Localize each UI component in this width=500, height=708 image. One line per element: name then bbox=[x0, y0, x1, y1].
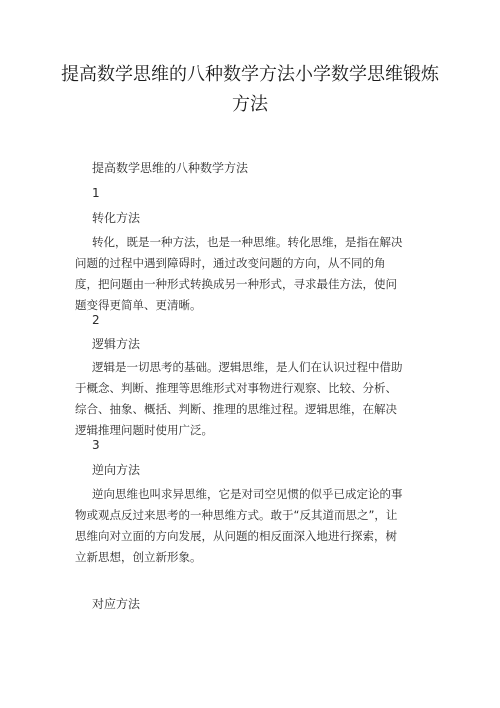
section-heading-4: 对应方法 bbox=[92, 597, 141, 611]
document-title: 提高数学思维的八种数学方法小学数学思维锻炼方法 bbox=[61, 64, 439, 115]
section-body-2: 逻辑是一切思考的基础。逻辑思维，是人们在认识过程中借助于概念、判断、推理等思维形式对事物进行观察、比较、分析、综合、抽象、概括、判断、推理的思维过程。逻辑思维，在解决逻辑推理问题时使用广泛。 bbox=[75, 360, 403, 437]
section-body-3: 逆向思维也叫求异思维，它是对司空见惯的似乎已成定论的事物或观点反过来思考的一种思维方式。敢于“反其道而思之”，让思维向对立面的方向发展，从问题的相反面深入地进行探索，树立新思想，创立新形象。 bbox=[75, 487, 403, 564]
section-number-2: 2 bbox=[92, 313, 100, 327]
section-heading-3: 逆向方法 bbox=[92, 463, 141, 477]
subtitle: 提高数学思维的八种数学方法 bbox=[92, 161, 249, 175]
section-heading-2: 逻辑方法 bbox=[92, 337, 141, 351]
section-number-1: 1 bbox=[92, 186, 100, 200]
section-number-3: 3 bbox=[92, 438, 100, 452]
section-heading-1: 转化方法 bbox=[92, 211, 141, 225]
section-body-1: 转化，既是一种方法，也是一种思维。转化思维，是指在解决问题的过程中遇到障碍时，通过改变问题的方向，从不同的角度，把问题由一种形式转换成另一种形式，寻求最佳方法，使问题变得更简单、更清晰。 bbox=[75, 235, 403, 312]
